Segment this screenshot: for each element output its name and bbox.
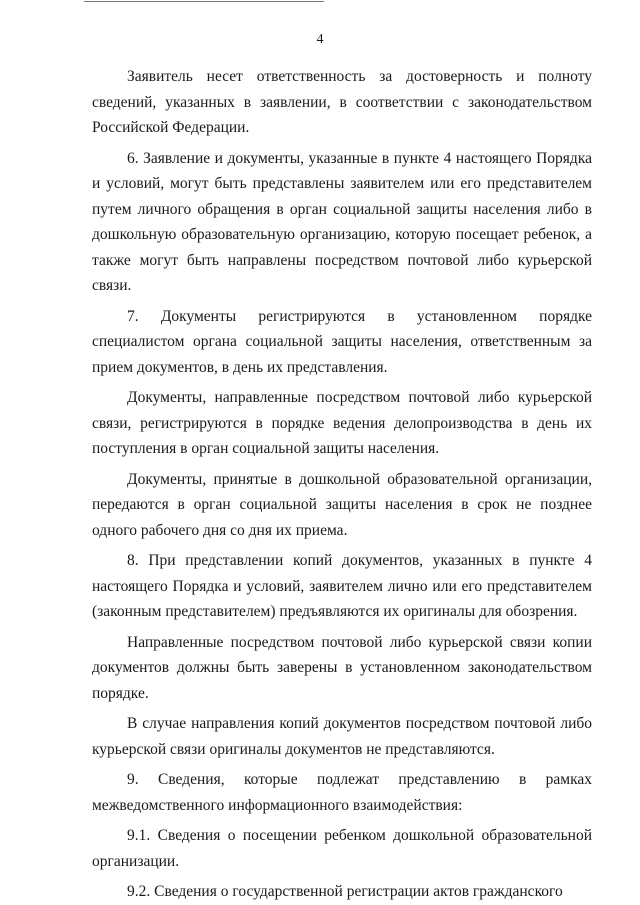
paragraph-item-7: 7. Документы регистрируются в установленном порядке специалистом органа социальной защиты населения, ответственным за прием документов, в день их представления.	[92, 307, 592, 376]
paragraph-certified-copies: Направленные посредством почтовой либо курьерской связи копии документов должны быть заверены в установленном законодательством порядке.	[92, 633, 592, 702]
paragraph-originals-not-required: В случае направления копий документов посредством почтовой либо курьерской связи оригиналы документов не представляются.	[92, 715, 592, 758]
document-body	[92, 64, 592, 905]
top-divider-line	[84, 1, 324, 2]
paragraph-item-6: 6. Заявление и документы, указанные в пункте 4 настоящего Порядка и условий, могут быть представлены заявителем или его представителем путем личного обращения в орган социальной защиты населения либо в дошкольную образовательную организацию, которую посещает ребенок, а также могут быть направлены посредством почтовой либо курьерской связи.	[92, 149, 592, 294]
paragraph-applicant-responsibility: Заявитель несет ответственность за достоверность и полноту сведений, указанных в заявлении, в соответствии с законодательством Российской Федерации.	[92, 68, 592, 136]
paragraph-preschool-transfer: Документы, принятые в дошкольной образовательной организации, передаются в орган социальной защиты населения в срок не позднее одного рабочего дня со дня их приема.	[92, 470, 592, 539]
paragraph-item-9-2: 9.2. Сведения о государственной регистрации актов гражданского	[127, 883, 563, 900]
paragraph-item-9-1: 9.1. Сведения о посещении ребенком дошкольной образовательной организации.	[92, 827, 592, 870]
paragraph-item-8: 8. При представлении копий документов, указанных в пункте 4 настоящего Порядка и условий, заявителем лично или его представителем (законным представителем) предъявляются их оригиналы для обозрения.	[92, 552, 592, 620]
paragraph-postal-registration: Документы, направленные посредством почтовой либо курьерской связи, регистрируются в порядке ведения делопроизводства в день их поступления в орган социальной защиты населения.	[92, 389, 592, 457]
page-number: 4	[316, 32, 324, 47]
paragraph-item-9: 9. Сведения, которые подлежат представлению в рамках межведомственного информационного взаимодействия:	[92, 771, 592, 814]
